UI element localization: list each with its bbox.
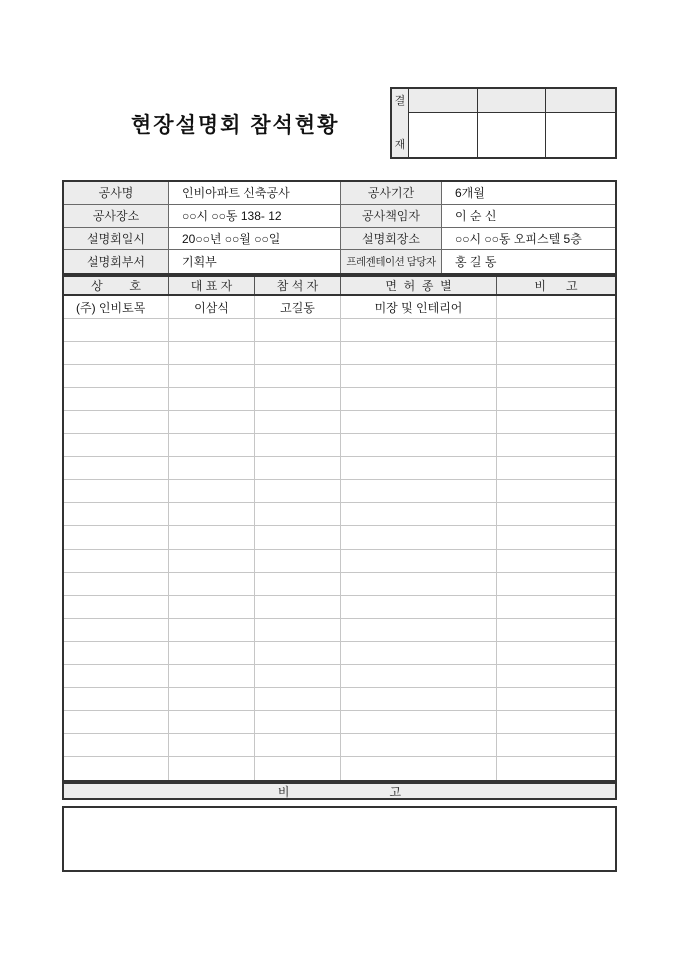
empty-attendance-row	[64, 434, 615, 457]
empty-attendance-row	[64, 526, 615, 549]
header-note: 비 고	[534, 279, 578, 293]
empty-cell	[64, 319, 169, 341]
empty-cell	[497, 665, 615, 687]
empty-cell	[255, 711, 341, 733]
empty-attendance-row	[64, 342, 615, 365]
empty-cell	[255, 365, 341, 387]
empty-attendance-row	[64, 688, 615, 711]
empty-cell	[64, 503, 169, 525]
empty-cell	[341, 342, 497, 364]
empty-attendance-row	[64, 573, 615, 596]
empty-attendance-row	[64, 734, 615, 757]
license-type-cell: 미장 및 인테리어	[341, 296, 497, 318]
empty-cell	[255, 665, 341, 687]
empty-cell	[64, 757, 169, 780]
empty-cell	[169, 434, 255, 456]
empty-cell	[497, 757, 615, 780]
empty-cell	[169, 642, 255, 664]
note-cell	[497, 296, 615, 318]
empty-cell	[497, 365, 615, 387]
empty-cell	[497, 342, 615, 364]
empty-cell	[497, 411, 615, 433]
empty-cell	[255, 526, 341, 548]
project-location-value: ○○시 ○○동 138- 12	[169, 205, 341, 227]
empty-attendance-row	[64, 457, 615, 480]
project-manager-value: 이 순 신	[455, 209, 497, 224]
empty-cell	[341, 642, 497, 664]
empty-cell	[255, 457, 341, 479]
empty-cell	[341, 457, 497, 479]
empty-attendance-row	[64, 596, 615, 619]
empty-cell	[255, 503, 341, 525]
empty-cell	[341, 619, 497, 641]
briefing-dept-value: 기획부	[169, 250, 341, 273]
empty-attendance-row	[64, 642, 615, 665]
info-row	[64, 228, 615, 251]
empty-cell	[169, 711, 255, 733]
empty-cell	[64, 434, 169, 456]
representative-cell: 이삼식	[169, 296, 255, 318]
project-location-label: 공사장소	[64, 205, 169, 227]
empty-cell	[64, 411, 169, 433]
empty-cell	[169, 665, 255, 687]
empty-cell	[255, 619, 341, 641]
empty-cell	[497, 619, 615, 641]
empty-cell	[341, 411, 497, 433]
remarks-content-box	[62, 806, 617, 872]
attendance-table-body	[62, 296, 617, 782]
empty-cell	[64, 619, 169, 641]
empty-cell	[497, 642, 615, 664]
approval-label-bottom: 재	[394, 139, 406, 151]
project-manager-label: 공사책임자	[341, 205, 442, 227]
empty-cell	[341, 757, 497, 780]
attendance-row	[64, 296, 615, 319]
empty-cell	[169, 457, 255, 479]
empty-cell	[255, 319, 341, 341]
empty-cell	[169, 619, 255, 641]
approval-stamp-box	[390, 87, 617, 159]
page-title: 현장설명회 참석현황	[131, 114, 340, 137]
approval-signature-cell	[409, 113, 478, 157]
empty-cell	[169, 734, 255, 756]
empty-cell	[497, 319, 615, 341]
project-info-table	[62, 180, 617, 275]
empty-attendance-row	[64, 619, 615, 642]
empty-cell	[341, 503, 497, 525]
approval-label-column	[392, 89, 409, 157]
project-period-label: 공사기간	[341, 182, 442, 204]
empty-cell	[255, 388, 341, 410]
empty-cell	[497, 480, 615, 502]
empty-cell	[169, 596, 255, 618]
approval-signature-cell	[478, 113, 547, 157]
empty-cell	[341, 665, 497, 687]
empty-cell	[255, 434, 341, 456]
empty-cell	[169, 411, 255, 433]
empty-cell	[255, 480, 341, 502]
empty-cell	[497, 711, 615, 733]
header-company: 상 호	[64, 277, 169, 294]
empty-cell	[341, 434, 497, 456]
empty-cell	[497, 550, 615, 572]
empty-attendance-row	[64, 365, 615, 388]
empty-cell	[255, 550, 341, 572]
info-row	[64, 250, 615, 273]
approval-signer-cell	[478, 89, 547, 113]
empty-cell	[64, 688, 169, 710]
empty-cell	[255, 573, 341, 595]
empty-cell	[169, 526, 255, 548]
header-representative: 대 표 자	[169, 277, 255, 294]
empty-cell	[64, 711, 169, 733]
empty-cell	[169, 573, 255, 595]
empty-attendance-row	[64, 665, 615, 688]
empty-cell	[169, 319, 255, 341]
empty-cell	[341, 550, 497, 572]
empty-cell	[341, 573, 497, 595]
briefing-datetime-value: 20○○년 ○○월 ○○일	[169, 228, 341, 250]
empty-cell	[497, 596, 615, 618]
empty-cell	[169, 550, 255, 572]
empty-cell	[497, 573, 615, 595]
empty-cell	[64, 596, 169, 618]
approval-signer-cell	[546, 89, 615, 113]
presentation-manager-label: 프레젠테이션 담당자	[341, 250, 442, 273]
empty-attendance-row	[64, 550, 615, 573]
empty-cell	[341, 734, 497, 756]
empty-cell	[341, 711, 497, 733]
empty-cell	[64, 388, 169, 410]
empty-cell	[64, 480, 169, 502]
empty-cell	[341, 526, 497, 548]
empty-cell	[341, 388, 497, 410]
empty-cell	[255, 596, 341, 618]
empty-attendance-row	[64, 757, 615, 780]
header-license-type: 면 허 종 별	[341, 277, 497, 294]
empty-cell	[255, 734, 341, 756]
approval-label-top: 결	[394, 95, 406, 107]
empty-cell	[341, 596, 497, 618]
empty-cell	[255, 688, 341, 710]
empty-cell	[169, 388, 255, 410]
presentation-manager-value: 홍 길 동	[455, 255, 497, 270]
empty-cell	[497, 526, 615, 548]
empty-cell	[64, 734, 169, 756]
empty-attendance-row	[64, 411, 615, 434]
empty-cell	[64, 550, 169, 572]
empty-cell	[64, 526, 169, 548]
empty-cell	[341, 688, 497, 710]
empty-cell	[497, 688, 615, 710]
attendee-cell: 고길동	[255, 296, 341, 318]
header-attendee: 참 석 자	[255, 277, 341, 294]
empty-cell	[169, 480, 255, 502]
empty-attendance-row	[64, 388, 615, 411]
empty-cell	[64, 573, 169, 595]
project-name-value: 인비아파트 신축공사	[169, 182, 341, 204]
empty-cell	[169, 365, 255, 387]
attendance-table-header	[62, 275, 617, 296]
empty-cell	[497, 388, 615, 410]
empty-cell	[497, 434, 615, 456]
empty-cell	[255, 642, 341, 664]
empty-attendance-row	[64, 480, 615, 503]
empty-cell	[169, 688, 255, 710]
empty-cell	[64, 342, 169, 364]
empty-attendance-row	[64, 503, 615, 526]
empty-attendance-row	[64, 319, 615, 342]
empty-cell	[64, 365, 169, 387]
briefing-place-value: ○○시 ○○동 오피스텔 5층	[455, 231, 582, 246]
empty-cell	[64, 665, 169, 687]
company-cell: (주) 인비토목	[64, 296, 169, 318]
info-row	[64, 182, 615, 205]
briefing-place-label: 설명회장소	[341, 228, 442, 250]
empty-cell	[497, 457, 615, 479]
empty-cell	[169, 757, 255, 780]
empty-attendance-row	[64, 711, 615, 734]
empty-cell	[255, 411, 341, 433]
project-name-label: 공사명	[64, 182, 169, 204]
empty-cell	[255, 342, 341, 364]
empty-cell	[341, 365, 497, 387]
empty-cell	[341, 319, 497, 341]
empty-cell	[64, 457, 169, 479]
empty-cell	[255, 757, 341, 780]
approval-signature-cell	[546, 113, 615, 157]
empty-cell	[497, 734, 615, 756]
empty-cell	[169, 342, 255, 364]
briefing-dept-label: 설명회부서	[64, 250, 169, 273]
briefing-datetime-label: 설명회일시	[64, 228, 169, 250]
empty-cell	[341, 480, 497, 502]
info-row	[64, 205, 615, 228]
approval-signer-cell	[409, 89, 478, 113]
empty-cell	[64, 642, 169, 664]
project-period-value: 6개월	[455, 186, 485, 201]
empty-cell	[169, 503, 255, 525]
empty-cell	[497, 503, 615, 525]
remarks-header: 비 고	[62, 782, 617, 800]
